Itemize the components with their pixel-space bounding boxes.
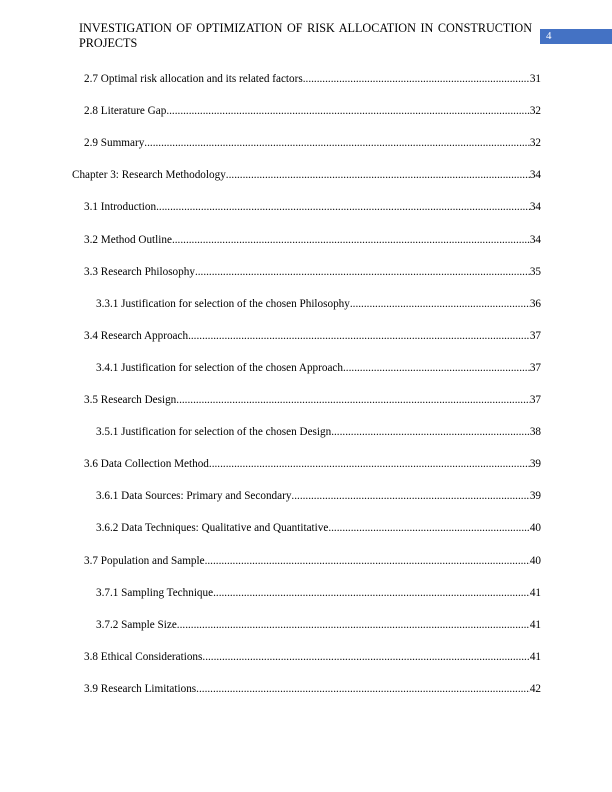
toc-dot-leader [177,618,530,632]
toc-entry-page: 34 [529,201,541,214]
toc-entry-label: 3.6 Data Collection Method [84,458,209,471]
toc-dot-leader [343,361,530,375]
toc-entry-page: 37 [529,361,541,374]
toc-dot-leader [144,136,530,150]
toc-entry[interactable] [96,618,541,632]
toc-entry-label: 3.4 Research Approach [84,329,189,342]
toc-entry-label: 3.7 Population and Sample [84,554,205,567]
toc-entry-page: 39 [529,458,541,471]
toc-dot-leader [156,200,530,214]
toc-entry-page: 40 [529,554,541,567]
toc-entry[interactable] [84,72,541,86]
toc-entry[interactable] [96,425,541,439]
toc-entry[interactable] [84,554,541,568]
toc-entry-label: 2.7 Optimal risk allocation and its related factors [84,73,303,85]
toc-entry[interactable] [84,200,541,214]
toc-entry-page: 31 [529,73,541,85]
toc-entry[interactable] [96,586,541,600]
toc-entry-page: 40 [529,522,541,535]
toc-dot-leader [303,72,530,86]
toc-entry-label: 3.5 Research Design [84,394,177,406]
toc-entry-page: 38 [529,426,541,439]
toc-dot-leader [328,521,529,535]
toc-entry-label: 3.8 Ethical Considerations [84,650,203,663]
toc-entry-label: 3.1 Introduction [84,201,157,214]
toc-entry-page: 37 [529,394,541,406]
toc-entry[interactable] [84,136,541,150]
toc-entry-page: 37 [529,329,541,342]
toc-entry[interactable] [96,297,541,311]
page-number: 4 [546,30,552,42]
toc-dot-leader [176,393,530,407]
toc-entry-label: 3.5.1 Justification for selection of the chosen Design [96,426,332,439]
header-title: INVESTIGATION OF OPTIMIZATION OF RISK ALLOCATION IN CONSTRUCTION PROJECTS [79,21,532,50]
toc-entry-page: 41 [529,618,541,631]
toc-entry-label: 3.6.1 Data Sources: Primary and Secondary [96,490,292,503]
toc-dot-leader [166,104,529,118]
toc-entry-page: 42 [529,682,541,695]
toc-entry-label: 2.8 Literature Gap [84,105,167,118]
toc-entry[interactable] [84,682,541,696]
toc-entry-label: 3.3.1 Justification for selection of the chosen Philosophy [96,297,350,310]
toc-dot-leader [350,297,530,311]
toc-entry-label: 3.4.1 Justification for selection of the chosen Approach [96,361,343,374]
toc-dot-leader [209,457,530,471]
toc-entry[interactable] [84,393,541,407]
toc-dot-leader [213,586,530,600]
toc-entry-page: 36 [529,297,541,310]
toc-entry[interactable] [84,265,541,279]
toc-dot-leader [331,425,530,439]
toc-entry-label: 3.7.1 Sampling Technique [96,586,214,599]
toc-entry[interactable] [72,168,541,182]
toc-entry[interactable] [96,489,541,503]
toc-entry-label: 3.3 Research Philosophy [84,265,195,278]
toc-entry[interactable] [84,457,541,471]
toc-dot-leader [172,233,530,247]
toc-dot-leader [195,265,530,279]
toc-entry-page: 34 [529,233,541,246]
toc-entry[interactable] [84,329,541,343]
toc-entry[interactable] [84,233,541,247]
toc-entry-page: 35 [529,265,541,278]
toc-dot-leader [226,168,530,182]
toc-entry-page: 41 [529,586,541,599]
toc-dot-leader [205,554,530,568]
toc-entry-label: 3.9 Research Limitations [84,682,197,695]
toc-entry-page: 32 [529,105,541,118]
toc-entry-page: 41 [529,650,541,663]
toc-dot-leader [196,682,530,696]
toc-entry-page: 32 [529,137,541,150]
toc-entry[interactable] [84,650,541,664]
toc-entry-label: 2.9 Summary [84,137,145,150]
toc-dot-leader [188,329,530,343]
toc-entry-label: Chapter 3: Research Methodology [72,169,226,182]
toc-entry-label: 3.7.2 Sample Size [96,618,177,631]
toc-entry-page: 34 [529,169,541,182]
toc-dot-leader [202,650,529,664]
toc-entry[interactable] [84,104,541,118]
toc-entry-label: 3.6.2 Data Techniques: Qualitative and Quantitative [96,522,329,535]
toc-entry[interactable] [96,361,541,375]
toc-entry-label: 3.2 Method Outline [84,233,172,246]
toc-entry[interactable] [96,521,541,535]
toc-entry-page: 39 [529,490,541,503]
toc-dot-leader [291,489,529,503]
